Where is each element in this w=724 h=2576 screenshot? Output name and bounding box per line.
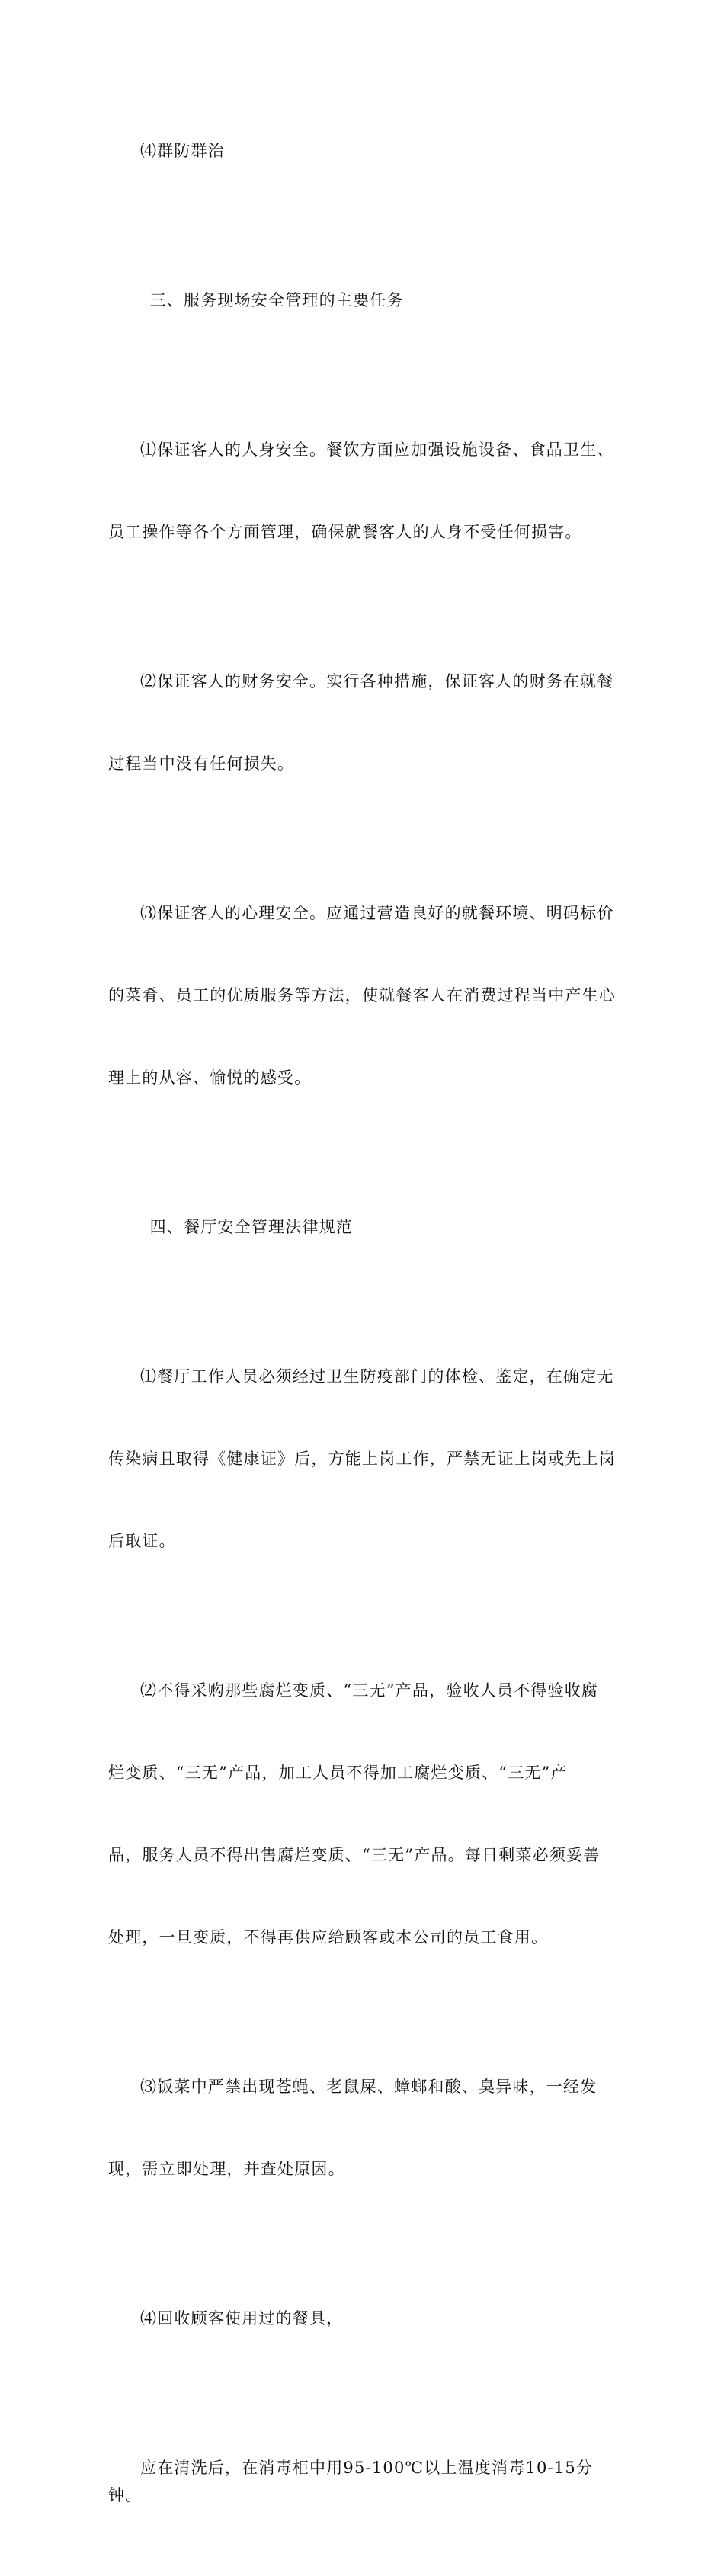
paragraph-health-certificate [108,1308,617,1610]
paragraph-disinfection [108,2399,617,2564]
text-line: ⑴保证客人的人身安全。餐饮方面应加强设施设备、食品卫生、 [140,441,614,459]
text-line: 处理，一旦变质，不得再供应给顾客或本公司的员工食用。 [108,1928,549,1946]
text-line: ⑵保证客人的财务安全。实行各种措施，保证客人的财务在就餐 [140,672,614,690]
text-line: 后取证。 [108,1532,176,1550]
paragraph-personal-safety [108,381,617,601]
text-line: 烂变质、“三无”产品，加工人员不得加工腐烂变质、“三无”产 [108,1764,568,1782]
text-line: ⑷回收顾客使用过的餐具， [140,2309,344,2328]
text-line: ⑶饭菜中严禁出现苍蝇、老鼠屎、蟑螂和酸、臭异味，一经发 [140,2078,597,2096]
paragraph-property-safety [108,613,617,832]
text-line: 的菜肴、员工的优质服务等方法，使就餐客人在消费过程当中产生心 [108,986,616,1004]
text-line: 现，需立即处理，并查处原因。 [108,2160,345,2178]
section-heading-3 [108,232,617,369]
paragraph-item-4-group-prevention [108,82,617,219]
text-line: 三、服务现场安全管理的主要任务 [149,291,404,309]
paragraph-psychological-safety [108,844,617,1146]
text-line: 应在清洗后，在消毒柜中用95-100℃以上温度消毒10-15分钟。 [108,2459,594,2504]
paragraph-food-contamination [108,2018,617,2238]
text-line: 理上的从容、愉悦的感受。 [108,1069,312,1087]
text-line: ⑵不得采购那些腐烂变质、“三无”产品，验收人员不得验收腐 [140,1681,599,1700]
section-heading-4 [108,1158,617,1296]
text-line: 品，服务人员不得出售腐烂变质、“三无”产品。每日剩菜必须妥善 [108,1846,601,1864]
document-body [108,82,617,2576]
text-line: 过程当中没有任何损失。 [108,755,295,773]
text-line: ⑶保证客人的心理安全。应通过营造良好的就餐环境、明码标价 [140,904,614,922]
paragraph-food-quality [108,1622,617,2006]
text-line: ⑷群防群治 [140,142,225,160]
text-line: ⑴餐厅工作人员必须经过卫生防疫部门的体检、鉴定，在确定无 [140,1367,614,1386]
text-line: 传染病且取得《健康证》后，方能上岗工作，严禁无证上岗或先上岗 [108,1450,616,1468]
text-line: 四、餐厅安全管理法律规范 [149,1218,353,1236]
text-line: 员工操作等各个方面管理，确保就餐客人的人身不受任何损害。 [108,523,582,541]
paragraph-tableware-recovery [108,2250,617,2387]
